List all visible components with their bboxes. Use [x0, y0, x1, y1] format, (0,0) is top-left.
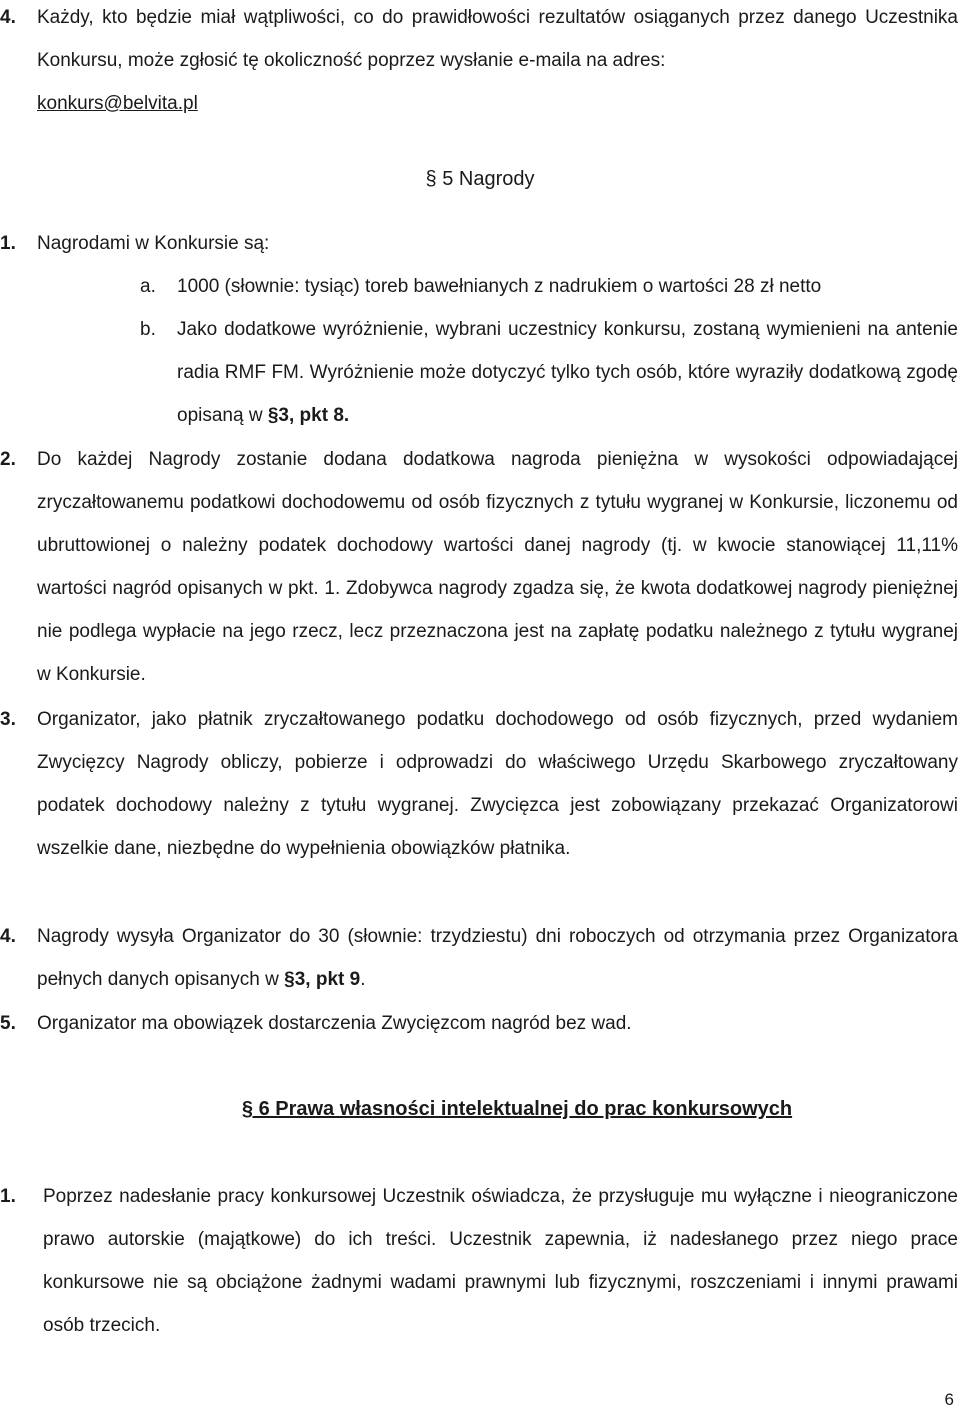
page-number: 6 [944, 1390, 954, 1409]
item1-text: Nagrodami w Konkursie są: [37, 233, 270, 254]
sub-b-ref: §3, pkt 8. [267, 405, 350, 426]
item3-text: Organizator, jako płatnik zryczałtowanego podatku dochodowego od osób fizycznych, przed wydaniem Zwycięzcy Nagrody obliczy, pobierze i odprowadzi do właściwego Urzędu Skarbowego zryczałtowany podatek dochodowy należny z tytułu wygranej. Zwycięzca jest zobowiązany przekazać Organizatorowi wszelkie dane, niezbędne do wypełnienia obowiązków płatnika. [37, 709, 958, 859]
item4-text [37, 915, 958, 1001]
item4-text: Każdy, kto będzie miał wątpliwości, co do prawidłowości rezultatów osiąganych przez danego Uczestnika Konkursu, może zgłosić tę okoliczność poprzez wysłanie e-maila na adres: [37, 7, 958, 71]
section5-heading-text: § 5 Nagrody [425, 168, 535, 190]
item-number: 5. [0, 1013, 16, 1034]
item-number: 4. [0, 926, 16, 947]
section5-item4 [0, 915, 958, 1001]
section5-item3 [0, 698, 958, 870]
section4-item4 [0, 0, 958, 125]
item4-end: . [360, 969, 366, 990]
sub-a-text: 1000 (słownie: tysiąc) toreb bawełnianych z nadrukiem o wartości 28 zł netto [177, 276, 822, 297]
email-link[interactable]: konkurs@belvita.pl [37, 93, 198, 114]
section5-item1 [0, 222, 958, 265]
section5-heading [0, 168, 960, 191]
s6-item1-text: Poprzez nadesłanie pracy konkursowej Uczestnik oświadcza, że przysługuje mu wyłączne i nieograniczone prawo autorskie (majątkowe) do ich treści. Uczestnik zapewnia, iż nadesłanego przez niego prace konkursowe nie są obciążone żadnymi wadami prawnymi lub fizycznymi, roszczeniami i innymi prawami osób trzecich. [43, 1186, 958, 1336]
sub-label: a. [140, 276, 156, 297]
section6-heading-text: § 6 Prawa własności intelektualnej do prac konkursowych [241, 1098, 793, 1120]
sub-b-body: Jako dodatkowe wyróżnienie, wybrani uczestnicy konkursu, zostaną wymienieni na antenie radia RMF FM. Wyróżnienie może dotyczyć tylko tych osób, które wyraziły dodatkową zgodę opisaną w [177, 319, 958, 426]
item2-text: Do każdej Nagrody zostanie dodana dodatkowa nagroda pieniężna w wysokości odpowiadającej zryczałtowanemu podatkowi dochodowemu od osób fizycznych z tytułu wygranej w Konkursie, liczonemu od ubruttowionej o należny podatek dochodowy wartości danej nagrody (tj. w kwocie stanowiącej 11,11% wartości nagród opisanych w pkt. 1. Zdobywca nagrody zgadza się, że kwota dodatkowej nagrody pieniężnej nie podlega wypłacie na jego rzecz, lecz przeznaczona jest na zapłatę podatku należnego z tytułu wygranej w Konkursie. [37, 449, 958, 685]
section5-sub-b [140, 308, 958, 437]
section6-heading [0, 1098, 960, 1121]
item-number: 1. [0, 233, 16, 254]
item-number: 2. [0, 449, 16, 470]
section5-item2 [0, 438, 958, 696]
item4-ref: §3, pkt 9 [284, 969, 361, 990]
item4-body: Nagrody wysyła Organizator do 30 (słownie: trzydziestu) dni roboczych od otrzymania przez Organizatora pełnych danych opisanych w [37, 926, 958, 990]
sub-b-text [177, 308, 958, 437]
section5-sub-a [140, 265, 958, 308]
sub-label: b. [140, 319, 156, 340]
item-number: 4. [0, 7, 16, 28]
item5-text: Organizator ma obowiązek dostarczenia Zwycięzcom nagród bez wad. [37, 1013, 632, 1034]
item-text [37, 0, 958, 125]
item-number: 3. [0, 709, 16, 730]
item-number: 1. [0, 1186, 16, 1207]
section5-item5 [0, 1002, 958, 1045]
section6-item1 [0, 1175, 958, 1347]
